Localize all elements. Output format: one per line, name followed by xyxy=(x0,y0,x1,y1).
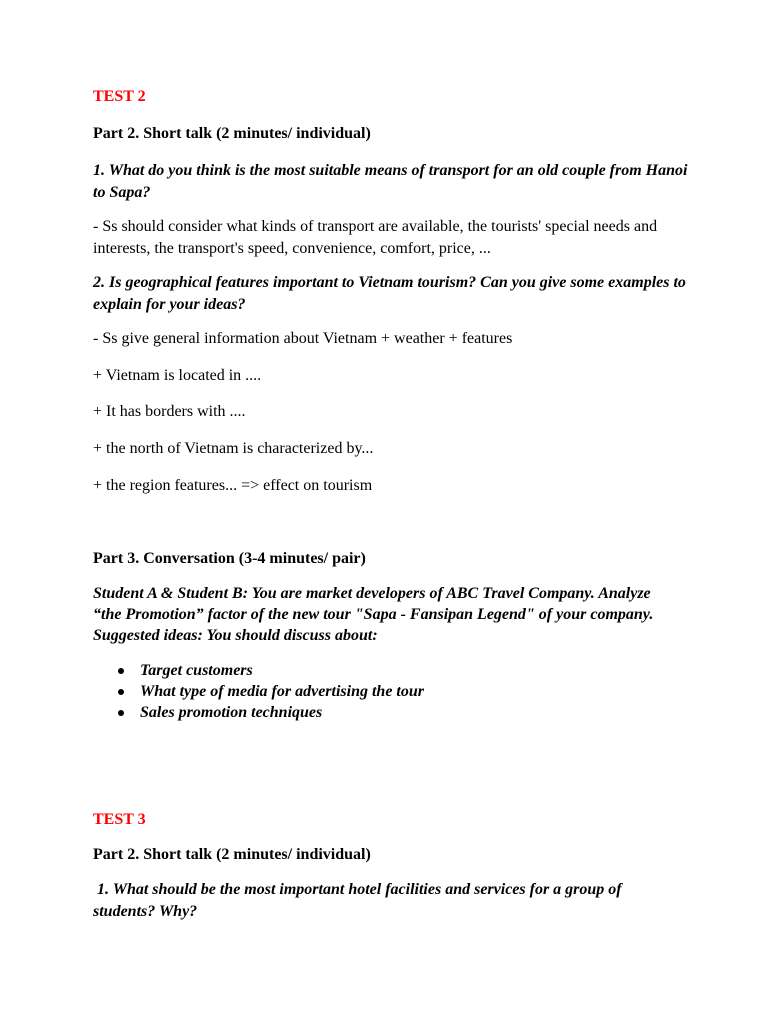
list-item xyxy=(93,702,653,723)
test2-question-1: 1. What do you think is the most suitable means of transport for an old couple from Hanoi to Sapa? xyxy=(93,162,688,201)
part3-bullet-list xyxy=(93,660,653,723)
test3-title: TEST 3 xyxy=(93,811,146,828)
bullet-icon xyxy=(118,710,124,716)
bullet-icon xyxy=(118,689,124,695)
test2-part2-heading: Part 2. Short talk (2 minutes/ individual) xyxy=(93,125,371,142)
list-item xyxy=(93,660,653,681)
test2-q2-answer-line: + the region features... => effect on tourism xyxy=(93,477,373,494)
test2-question-2: 2. Is geographical features important to Vietnam tourism? Can you give some examples to explain for your ideas? xyxy=(93,274,686,313)
test2-part3-prompt: Student A & Student B: You are market developers of ABC Travel Company. Analyze “the Promotion” factor of the new tour "Sapa - Fansipan Legend" of your company. Suggested ideas: You should discuss about: xyxy=(93,585,654,644)
list-item-label: Target customers xyxy=(140,662,253,679)
test2-q2-answer-line: - Ss give general information about Vietnam + weather + features xyxy=(93,330,513,347)
test2-q2-answer-line: + It has borders with .... xyxy=(93,403,246,420)
test3-question-1: 1. What should be the most important hotel facilities and services for a group of students? Why? xyxy=(93,881,622,920)
test2-question-1-answer: - Ss should consider what kinds of transport are available, the tourists' special needs and interests, the transport's speed, convenience, comfort, price, ... xyxy=(93,218,658,257)
test3-part2-heading: Part 2. Short talk (2 minutes/ individual) xyxy=(93,846,371,863)
test2-q2-answer-line: + the north of Vietnam is characterized by... xyxy=(93,440,374,457)
list-item-label: What type of media for advertising the tour xyxy=(140,683,424,700)
test2-part3-heading: Part 3. Conversation (3-4 minutes/ pair) xyxy=(93,550,366,567)
list-item xyxy=(93,681,653,702)
test2-q2-answer-line: + Vietnam is located in .... xyxy=(93,367,262,384)
list-item-label: Sales promotion techniques xyxy=(140,704,323,721)
test2-title: TEST 2 xyxy=(93,88,146,105)
bullet-icon xyxy=(118,668,124,674)
